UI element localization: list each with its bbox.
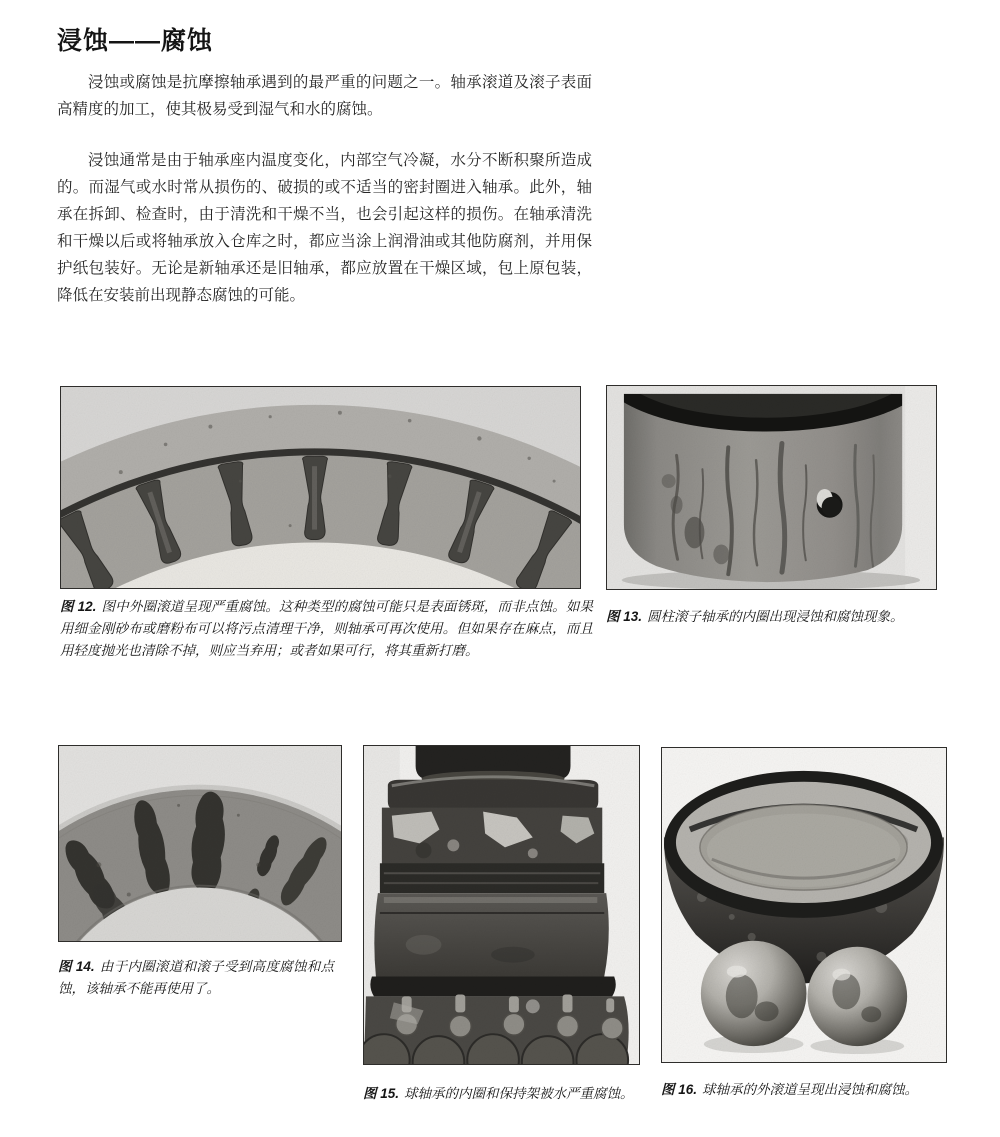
page-title: 浸蚀——腐蚀 bbox=[57, 27, 214, 55]
figure-16-label: 图 16. bbox=[661, 1082, 698, 1097]
figure-12 bbox=[60, 386, 593, 662]
figure-16 bbox=[661, 747, 947, 1101]
figure-14-photo-inner-ring-arc bbox=[58, 745, 342, 942]
figure-12-caption-text: 图中外圈滚道呈现严重腐蚀。这种类型的腐蚀可能只是表面锈斑，而非点蚀。如果用细金刚砂布或磨粉布可以将污点清理干净，则轴承可再次使用。但如果存在麻点，而且用轻度抛光也清除不掉，则应当弃用；或者如果可行，将其重新打磨。 bbox=[60, 599, 593, 658]
figure-16-photo-outer-ring-balls bbox=[661, 747, 947, 1063]
figure-14 bbox=[58, 745, 342, 1000]
figure-13-photo-inner-ring-cylinder bbox=[606, 385, 937, 590]
body-text-column bbox=[57, 26, 592, 333]
figure-12-photo-outer-ring-raceway bbox=[60, 386, 581, 589]
figure-13 bbox=[606, 385, 937, 628]
figure-16-caption bbox=[661, 1079, 947, 1101]
figure-15-caption bbox=[363, 1083, 640, 1105]
figure-16-caption-text: 球轴承的外滚道呈现出浸蚀和腐蚀。 bbox=[702, 1082, 919, 1097]
figure-12-caption bbox=[60, 596, 593, 662]
paragraph-intro: 浸蚀或腐蚀是抗摩擦轴承遇到的最严重的问题之一。轴承滚道及滚子表面高精度的加工，使其极易受到湿气和水的腐蚀。 bbox=[57, 74, 592, 118]
paragraph-causes: 浸蚀通常是由于轴承座内温度变化，内部空气冷凝，水分不断积聚所造成的。而湿气或水时常从损伤的、破损的或不适当的密封圈进入轴承。此外，轴承在拆卸、检查时，由于清洗和干燥不当，也会引起这样的损伤。在轴承清洗和干燥以后或将轴承放入仓库之时，都应当涂上润滑油或其他防腐剂，并用保护纸包装好。无论是新轴承还是旧轴承，都应放置在干燥区域，包上原包装，降低在安装前出现静态腐蚀的可能。 bbox=[57, 152, 592, 304]
figure-15-photo-ball-bearing-cage bbox=[363, 745, 640, 1065]
figure-13-caption bbox=[606, 606, 937, 628]
figure-14-caption-text: 由于内圈滚道和滚子受到高度腐蚀和点蚀，该轴承不能再使用了。 bbox=[58, 959, 334, 996]
figure-15-caption-text: 球轴承的内圈和保持架被水严重腐蚀。 bbox=[404, 1086, 634, 1101]
figure-15 bbox=[363, 745, 640, 1105]
figure-13-caption-text: 圆柱滚子轴承的内圈出现浸蚀和腐蚀现象。 bbox=[647, 609, 904, 624]
figure-12-label: 图 12. bbox=[60, 599, 97, 614]
figure-14-label: 图 14. bbox=[58, 959, 95, 974]
figure-14-caption bbox=[58, 956, 334, 1000]
figure-13-label: 图 13. bbox=[606, 609, 643, 624]
figure-15-label: 图 15. bbox=[363, 1086, 400, 1101]
